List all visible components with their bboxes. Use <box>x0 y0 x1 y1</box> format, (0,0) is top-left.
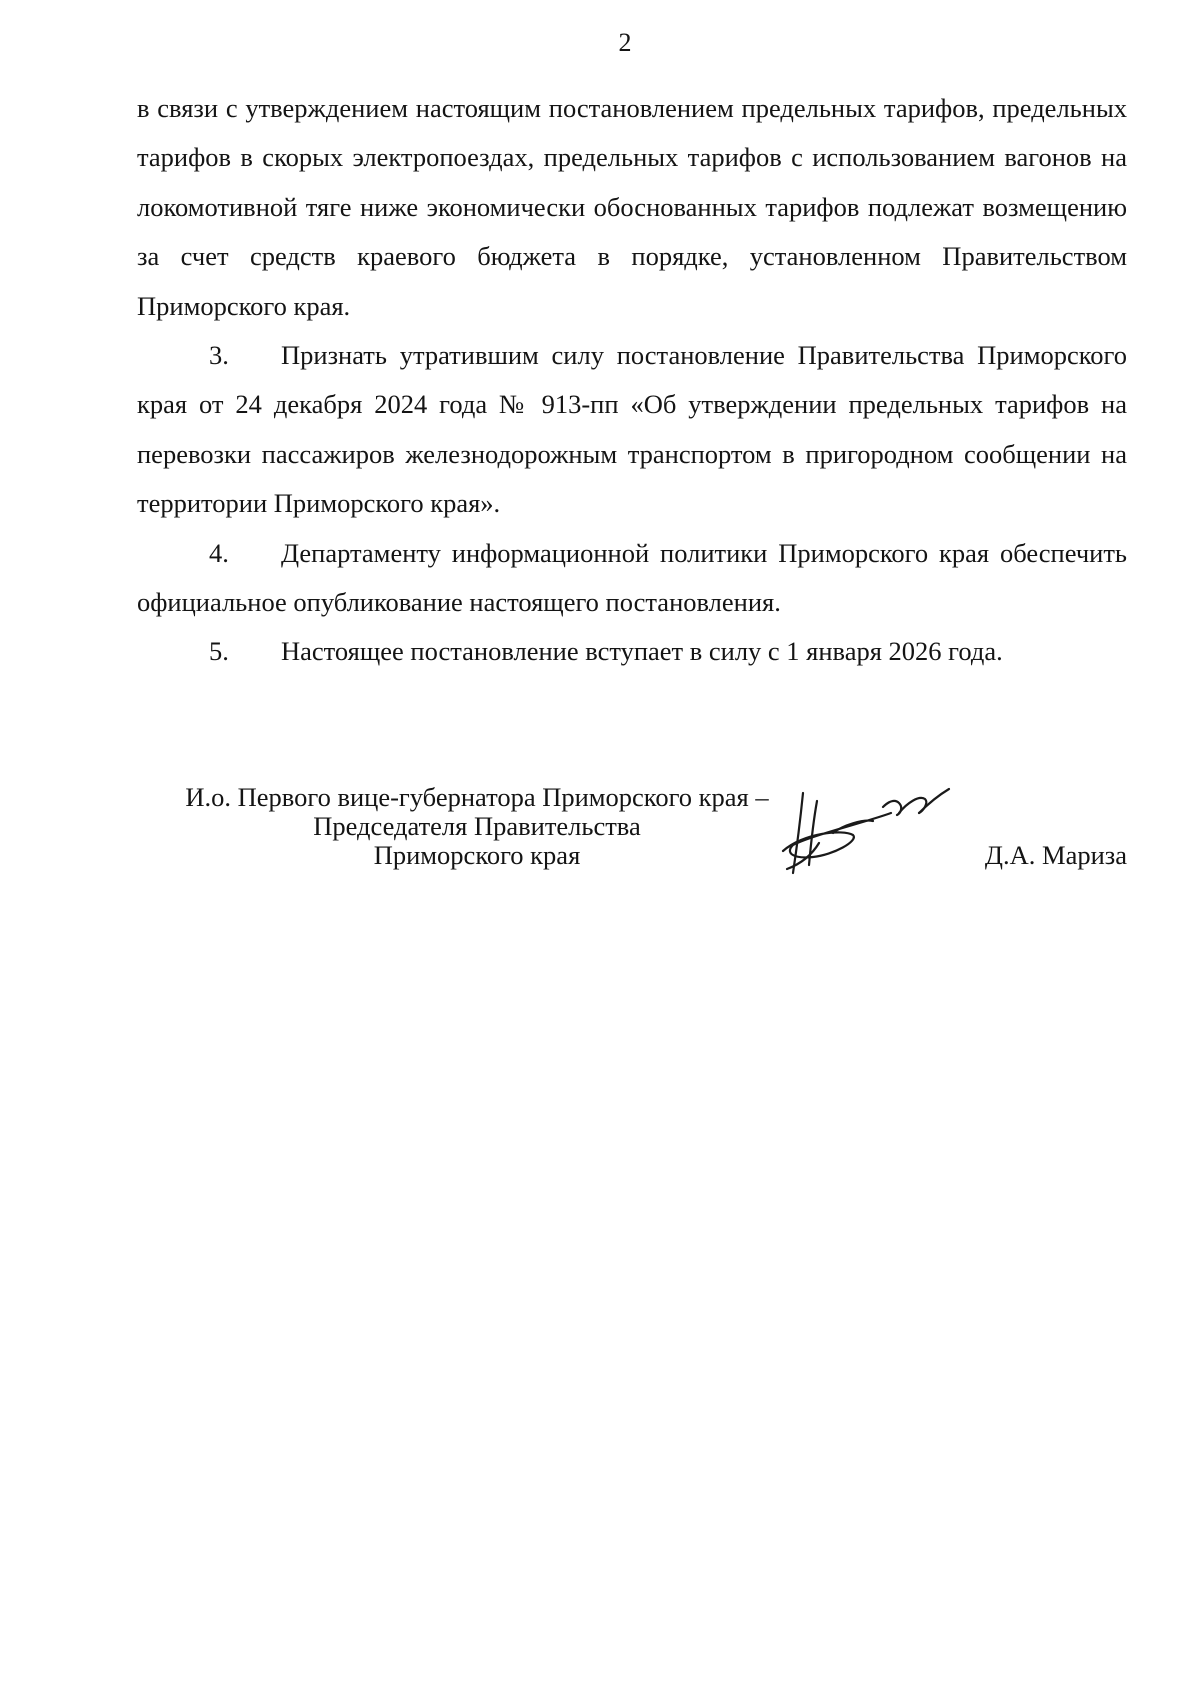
document-body <box>137 84 1127 677</box>
signer-title-line: Председателя Правительства <box>313 811 641 841</box>
signature-block <box>137 783 1127 903</box>
paragraph-continuation: в связи с утверждением настоящим постановлением предельных тарифов, предельных тарифов в скорых электропоездах, предельных тарифов с использованием вагонов на локомотивной тяге ниже экономически обоснованных тарифов подлежат возмещению за счет средств краевого бюджета в порядке, установленном Правительством Приморского края. <box>137 93 1127 321</box>
signer-title-line: И.о. Первого вице-губернатора Приморского края – <box>185 782 769 812</box>
paragraph-item-5 <box>137 627 1127 676</box>
item-text: Признать утратившим силу постановление Правительства Приморского края от 24 декабря 2024 года № 913-пп «Об утверждении предельных тарифов на перевозки пассажиров железнодорожным транспортом в пригородном сообщении на территории Приморского края». <box>137 340 1127 519</box>
item-number: 5. <box>209 636 229 667</box>
signer-name: Д.А. Мариза <box>984 840 1127 870</box>
item-number: 4. <box>209 537 229 568</box>
signer-title-line: Приморского края <box>373 840 581 870</box>
signer-title <box>137 783 817 870</box>
paragraph-item-4 <box>137 529 1127 628</box>
item-text: Настоящее постановление вступает в силу с 1 января 2026 года. <box>281 636 1003 667</box>
item-number: 3. <box>209 340 229 371</box>
paragraph-item-3 <box>137 331 1127 529</box>
item-text: Департаменту информационной политики Приморского края обеспечить официальное опубликование настоящего постановления. <box>137 537 1127 618</box>
page-number: 2 <box>618 28 632 57</box>
handwritten-signature-icon <box>773 773 973 883</box>
